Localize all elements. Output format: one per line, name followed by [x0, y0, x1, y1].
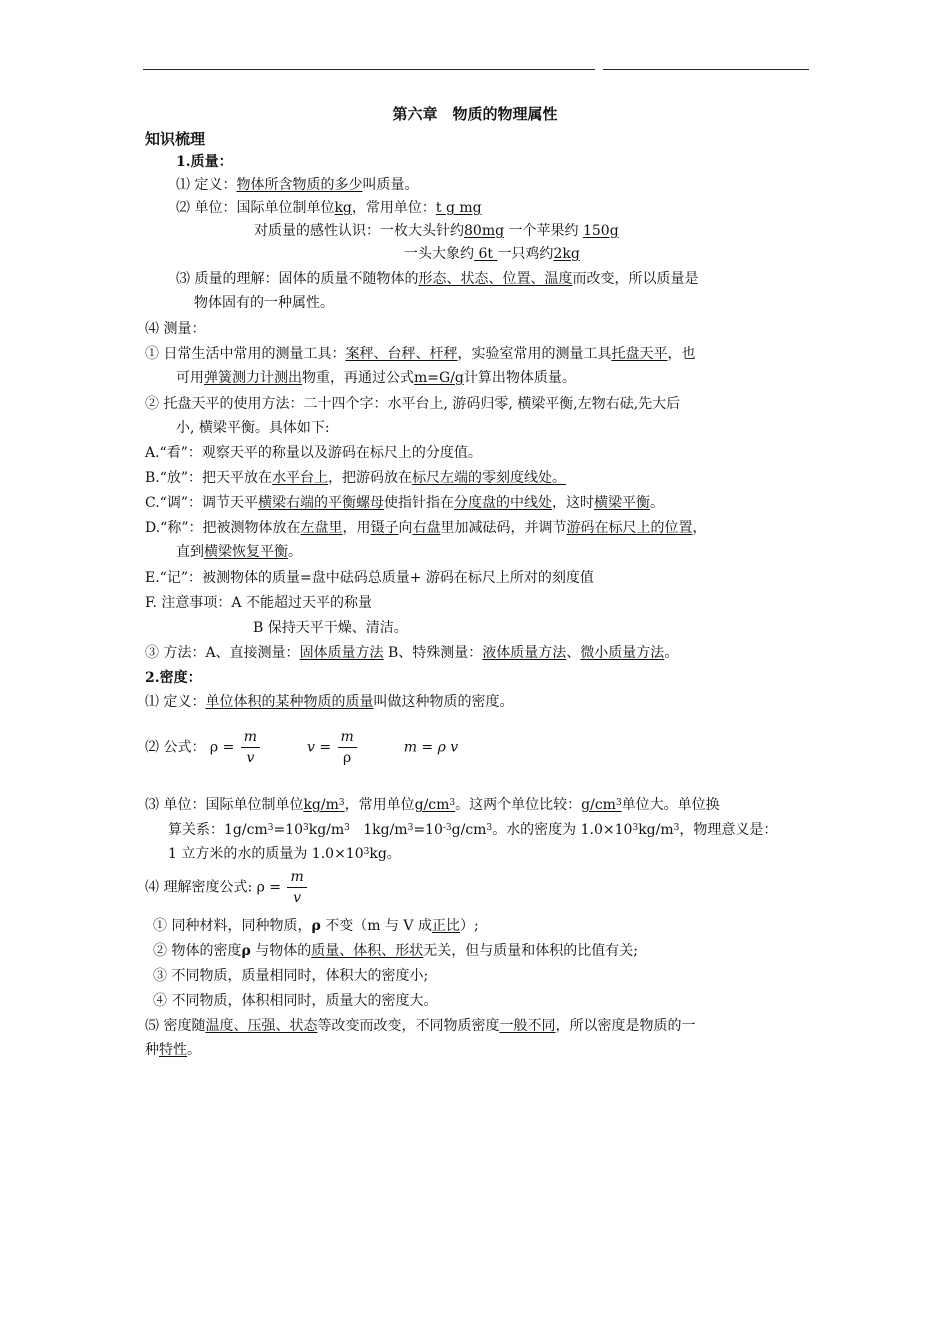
measure-tools-line2: 可用弹簧测力计测出物重，再通过公式m=G/g计算出物体质量。	[176, 370, 576, 386]
density-point-3: ③ 不同物质，质量相同时，体积大的密度小;	[153, 968, 429, 984]
density-point-1: ① 同种材料，同种物质，ρ 不变（m 与 V 成正比）;	[153, 918, 479, 934]
balance-usage-line1: ② 托盘天平的使用方法：二十四个字：水平台上, 游码归零, 横梁平衡,左物右砝,先大后	[145, 396, 681, 412]
step-e: E.“记”：被测物体的质量=盘中砝码总质量+ 游码在标尺上所对的刻度值	[145, 570, 594, 586]
density-unit-line2: 算关系：$1g/cm^3=10^3kg/m^3$ $1kg/m^3=10^{-3}g/cm^3$。水的密度为 $1.0\times 10^3kg/m^3$，物理意义是：	[168, 822, 778, 838]
header-rule-left	[143, 69, 595, 70]
density-point-5-line2: 种特性。	[145, 1042, 201, 1058]
density-understanding: ⑷ 理解密度公式: ρ = $\frac{m}{v}$	[145, 867, 309, 908]
mass-sense-line2: 一头大象约 6t 一只鸡约2kg	[404, 246, 580, 262]
mass-unit: ⑵ 单位：国际单位制单位kg，常用单位：t g mg	[176, 200, 482, 216]
measure-tools-line1: ① 日常生活中常用的测量工具：案秤、台秤、杆秤，实验室常用的测量工具托盘天平，也	[145, 346, 696, 362]
mass-understanding: ⑶ 质量的理解：固体的质量不随物体的形态、状态、位置、温度而改变，所以质量是	[176, 271, 699, 287]
density-point-2: ② 物体的密度ρ 与物体的质量、体积、形状无关，但与质量和体积的比值有关;	[153, 943, 638, 959]
fraction-m-over-rho: $\frac{m}{\rho}$	[338, 727, 357, 768]
mass-measure-label: ⑷ 测量：	[145, 321, 206, 337]
mass-definition: ⑴ 定义：物体所含物质的多少叫质量。	[176, 177, 419, 193]
chapter-title: 第六章 物质的物理属性	[392, 105, 558, 123]
mass-sense-line1: 对质量的感性认识：一枚大头针约80mg 一个苹果约 150g	[254, 223, 619, 239]
step-c: C.“调”：调节天平横梁右端的平衡螺母使指针指在分度盘的中线处，这时横梁平衡。	[145, 495, 664, 511]
density-unit-line3: 1 立方米的水的质量为 $1.0\times 10^3kg$。	[168, 846, 401, 862]
step-d: D.“称”：把被测物体放在左盘里，用镊子向右盘里加减砝码，并调节游码在标尺上的位置，	[145, 520, 707, 536]
fraction-m-over-v: $\frac{m}{v}$	[241, 727, 260, 768]
mass-heading: 1.质量：	[176, 154, 233, 170]
step-f-line2: B 保持天平干燥、清洁。	[253, 620, 408, 636]
step-f: F. 注意事项：A 不能超过天平的称量	[145, 595, 372, 611]
mass-understanding-line2: 物体固有的一种属性。	[194, 295, 334, 311]
density-point-4: ④ 不同物质，体积相同时，质量大的密度大。	[153, 993, 438, 1009]
measure-methods: ③ 方法：A、直接测量：固体质量方法 B、特殊测量：液体质量方法、微小质量方法。	[145, 645, 679, 661]
step-d-line2: 直到横梁恢复平衡。	[176, 544, 302, 560]
header-rule-right	[603, 69, 809, 70]
step-a: A.“看”：观察天平的称量以及游码在标尺上的分度值。	[145, 445, 482, 461]
density-definition: ⑴ 定义：单位体积的某种物质的质量叫做这种物质的密度。	[145, 694, 514, 710]
balance-usage-line2: 小, 横梁平衡。具体如下:	[176, 420, 330, 436]
density-heading: 2.密度：	[145, 670, 202, 686]
density-formula: ⑵ 公式： ρ = $\frac{m}{v}$ v = $\frac{m}{\rho}$ m = ρ v	[145, 729, 459, 766]
fraction-m-over-v-2: $\frac{m}{v}$	[287, 867, 306, 908]
density-point-5: ⑸ 密度随温度、压强、状态等改变而改变，不同物质密度一般不同，所以密度是物质的一	[145, 1018, 696, 1034]
density-unit: ⑶ 单位：国际单位制单位$kg/m^3$，常用单位$g/cm^3$。这两个单位比较：$g/cm^3$单位大。单位换	[145, 797, 720, 813]
section-heading: 知识梳理	[145, 130, 206, 148]
step-b: B.“放”：把天平放在水平台上，把游码放在标尺左端的零刻度线处。	[145, 470, 567, 486]
